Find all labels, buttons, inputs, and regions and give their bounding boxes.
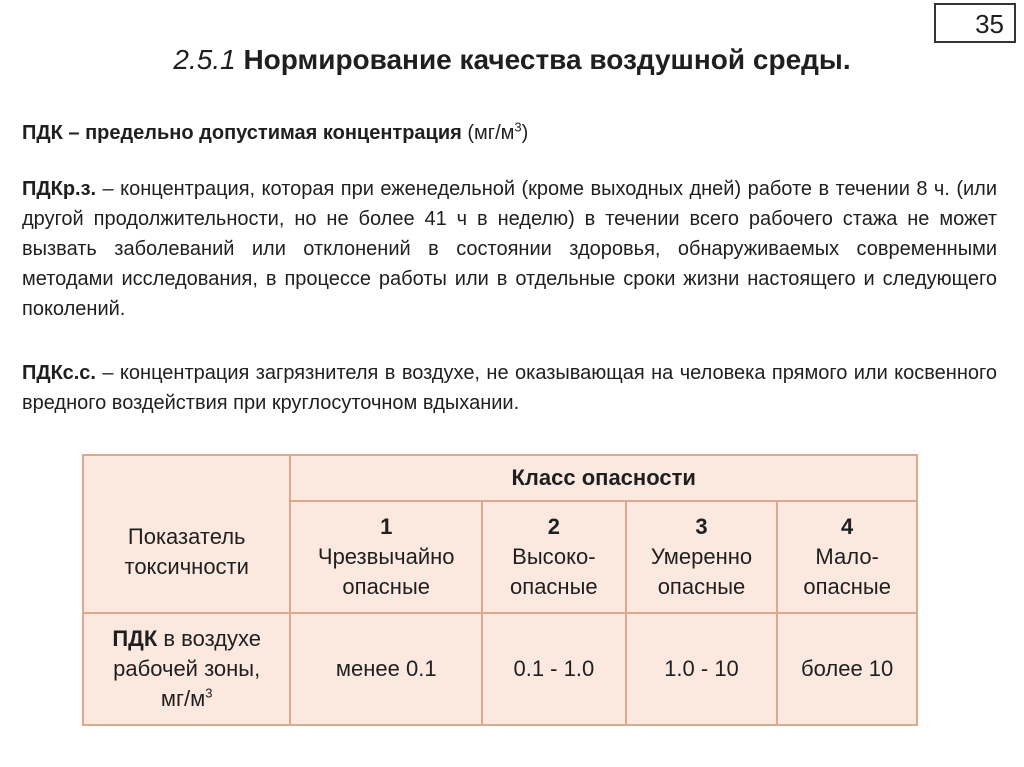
class-4-header: 4 Мало- опасные	[777, 501, 917, 613]
pdk-row-label: ПДК в воздухе рабочей зоны, $мг/м^3$	[83, 613, 290, 725]
indicator-header: Показатель токсичности	[83, 455, 290, 613]
table-cell-class-3: 1.0 - 10	[626, 613, 778, 725]
pdk-ss-term: ПДКс.с.	[22, 362, 96, 384]
pdk-unit: $(мг/м^3)$	[467, 119, 529, 144]
pdk-rz-paragraph	[22, 174, 997, 324]
pdk-ss-text: – концентрация загрязнителя в воздухе, не оказывающая на человека прямого или косвенного вредного воздействия при круглосуточном вдыхании.	[22, 362, 997, 414]
page-number: 35	[934, 3, 1016, 43]
pdk-rz-term: ПДКр.з.	[22, 178, 97, 200]
pdk-definition	[22, 118, 997, 148]
title-text: Нормирование качества воздушной среды.	[243, 44, 851, 75]
hazard-class-table	[82, 454, 918, 726]
class-header: Класс опасности	[290, 455, 917, 501]
table-cell-class-1: менее 0.1	[290, 613, 482, 725]
table-cell-class-2: 0.1 - 1.0	[482, 613, 626, 725]
pdk-definition-term: ПДК – предельно допустимая концентрация	[22, 122, 462, 144]
class-2-header: 2 Высоко- опасные	[482, 501, 626, 613]
slide-title	[0, 40, 1024, 80]
class-3-header: 3 Умеренно опасные	[626, 501, 778, 613]
pdk-ss-paragraph	[22, 358, 997, 418]
title-section-number: 2.5.1	[173, 44, 236, 75]
pdk-rz-text: – концентрация, которая при еженедельной (кроме выходных дней) работе в течении 8 ч. (или другой продолжительности, но не более 41 ч в неделю) в течении всего рабочего стажа не может вызвать заболеваний или отклонений в состоянии здоровья, обнаруживаемых современными методами исследования, в процессе работы или в отдельные сроки жизни настоящего и следующего поколений.	[22, 178, 997, 320]
table-cell-class-4: более 10	[777, 613, 917, 725]
class-1-header: 1 Чрезвычайно опасные	[290, 501, 482, 613]
